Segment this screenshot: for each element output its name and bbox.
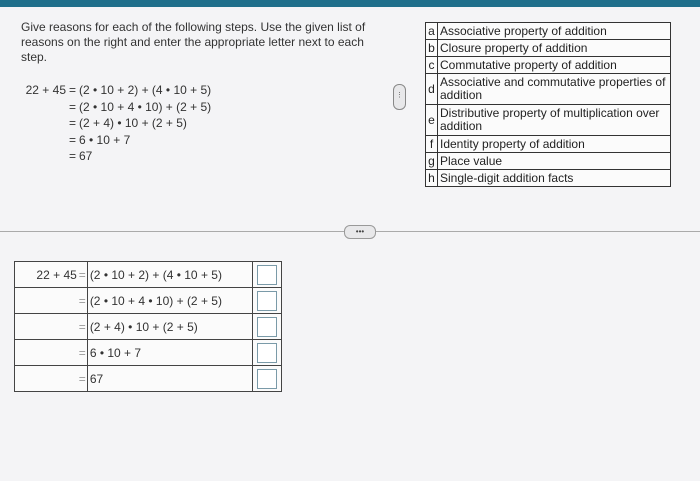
step-row [21, 148, 211, 165]
reason-letter: d [426, 74, 438, 105]
reasons-table [425, 22, 671, 187]
step-lhs [21, 115, 66, 132]
answer-box-cell [252, 366, 281, 392]
answer-equals: = [78, 319, 86, 334]
answer-equals: = [78, 267, 86, 282]
step-lhs [21, 148, 66, 165]
panel-collapse-handle[interactable]: ⋮ [393, 84, 406, 110]
answer-box-cell [252, 340, 281, 366]
step-expression: 67 [79, 149, 93, 163]
answer-lhs-cell [15, 314, 88, 340]
answer-expression-cell [87, 314, 252, 340]
instructions-text: Give reasons for each of the following steps. Use the given list of reasons on the right and enter the appropriate letter next to each step. [21, 20, 366, 64]
reason-row [426, 105, 671, 136]
step-equals: = [68, 132, 76, 147]
answer-expression-cell [87, 366, 252, 392]
step-row [21, 82, 211, 99]
answer-expression-cell [87, 262, 252, 288]
reason-row [426, 170, 671, 187]
answer-lhs-cell [15, 366, 88, 392]
answer-box-cell [252, 262, 281, 288]
step-row [21, 99, 211, 116]
answer-equals: = [78, 293, 86, 308]
answer-expression-cell [87, 288, 252, 314]
answer-expression: 67 [89, 371, 104, 386]
reason-letter: e [426, 105, 438, 136]
reason-text: Associative and commutative properties of addition [438, 74, 671, 105]
answer-expression: 6 • 10 + 7 [89, 345, 142, 360]
reason-letter: a [426, 23, 438, 40]
steps-list [21, 82, 211, 165]
answer-lhs-cell [15, 288, 88, 314]
answer-table [14, 261, 282, 392]
reason-letter-input[interactable] [257, 343, 277, 363]
top-bar [0, 0, 700, 7]
reason-letter: c [426, 57, 438, 74]
answer-box-cell [252, 288, 281, 314]
reason-letter: g [426, 153, 438, 170]
answer-expression: (2 • 10 + 4 • 10) + (2 + 5) [89, 293, 222, 308]
reason-letter-input[interactable] [257, 369, 277, 389]
answer-expression-cell [87, 340, 252, 366]
answer-expression: (2 + 4) • 10 + (2 + 5) [89, 319, 198, 334]
step-expression: 6 • 10 + 7 [79, 132, 131, 147]
step-equals: = [68, 83, 76, 97]
reason-letter: h [426, 170, 438, 187]
reason-letter: b [426, 40, 438, 57]
reason-text: Single-digit addition facts [438, 170, 671, 187]
expand-handle[interactable]: ••• [344, 225, 376, 239]
reason-letter-input[interactable] [257, 265, 277, 285]
answer-lhs: 22 + 45 [36, 267, 77, 282]
reason-text: Associative property of addition [438, 23, 671, 40]
step-lhs [21, 99, 66, 116]
answer-row [15, 340, 282, 366]
answer-row [15, 366, 282, 392]
step-lhs: 22 + 45 [25, 83, 66, 97]
answer-expression: (2 • 10 + 2) + (4 • 10 + 5) [89, 267, 222, 282]
reason-row [426, 153, 671, 170]
reason-row [426, 74, 671, 105]
reason-row [426, 23, 671, 40]
answer-lhs-cell [15, 262, 88, 288]
step-equals: = [68, 116, 76, 130]
step-lhs [21, 132, 66, 149]
reason-letter-input[interactable] [257, 317, 277, 337]
reason-text: Closure property of addition [438, 40, 671, 57]
reason-text: Distributive property of multiplication over addition [438, 105, 671, 136]
answer-equals: = [78, 371, 86, 386]
answer-equals: = [78, 345, 86, 360]
answer-lhs-cell [15, 340, 88, 366]
reason-row [426, 136, 671, 153]
reason-letter: f [426, 136, 438, 153]
answer-row [15, 288, 282, 314]
step-row [21, 132, 211, 149]
reason-row [426, 57, 671, 74]
step-row [21, 115, 211, 132]
reason-letter-input[interactable] [257, 291, 277, 311]
step-equals: = [68, 149, 76, 163]
answer-box-cell [252, 314, 281, 340]
answer-row [15, 314, 282, 340]
step-expression: (2 • 10 + 2) + (4 • 10 + 5) [79, 83, 212, 97]
reason-text: Place value [438, 153, 671, 170]
answer-row [15, 262, 282, 288]
step-expression: (2 • 10 + 4 • 10) + (2 + 5) [79, 99, 212, 114]
reason-text: Identity property of addition [438, 136, 671, 153]
reason-text: Commutative property of addition [438, 57, 671, 74]
step-expression: (2 + 4) • 10 + (2 + 5) [79, 116, 187, 130]
reason-row [426, 40, 671, 57]
step-equals: = [68, 99, 76, 114]
